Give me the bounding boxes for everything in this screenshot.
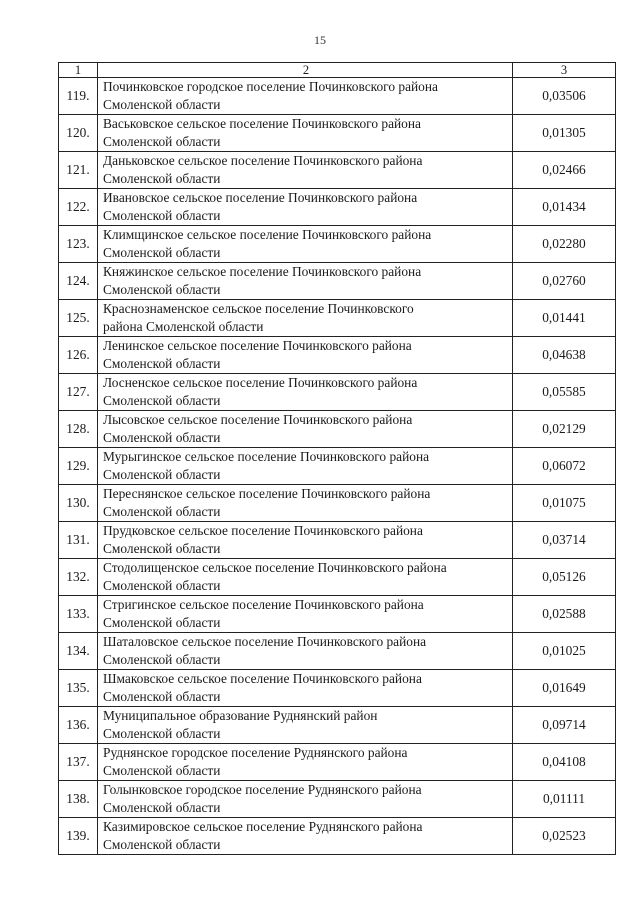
coefficient-value: 0,01649 [513, 670, 616, 707]
coefficient-value: 0,09714 [513, 707, 616, 744]
coefficient-value: 0,01075 [513, 485, 616, 522]
table-row [59, 522, 616, 559]
municipality-name-line-1: Васьковское сельское поселение Починковского района [103, 116, 421, 131]
municipality-name [98, 189, 513, 226]
row-number: 122. [59, 189, 98, 226]
table-row [59, 300, 616, 337]
municipality-name-line-1: Стодолищенское сельское поселение Починковского района [103, 560, 447, 575]
table-row [59, 596, 616, 633]
municipality-name-line-2: Смоленской области [103, 800, 221, 815]
municipality-name [98, 226, 513, 263]
coefficient-value: 0,02466 [513, 152, 616, 189]
municipality-name [98, 485, 513, 522]
municipality-name-line-2: Смоленской области [103, 245, 221, 260]
coefficient-value: 0,06072 [513, 448, 616, 485]
municipality-name-line-1: Княжинское сельское поселение Починковского района [103, 264, 422, 279]
municipality-name-line-2: Смоленской области [103, 393, 221, 408]
row-number: 123. [59, 226, 98, 263]
row-number: 139. [59, 818, 98, 855]
row-number: 133. [59, 596, 98, 633]
row-number: 138. [59, 781, 98, 818]
municipality-name-line-2: Смоленской области [103, 578, 221, 593]
municipality-name-line-1: Муниципальное образование Руднянский район [103, 708, 378, 723]
table-row [59, 374, 616, 411]
row-number: 132. [59, 559, 98, 596]
municipality-name-line-1: Мурыгинское сельское поселение Починковского района [103, 449, 430, 464]
row-number: 129. [59, 448, 98, 485]
coefficient-value: 0,04108 [513, 744, 616, 781]
table-row [59, 226, 616, 263]
municipality-name-line-2: Смоленской области [103, 689, 221, 704]
table-row [59, 337, 616, 374]
municipality-name [98, 374, 513, 411]
municipality-name-line-1: Шаталовское сельское поселение Починковского района [103, 634, 427, 649]
municipality-name-line-1: Казимировское сельское поселение Руднянского района [103, 819, 423, 834]
municipality-name-line-2: Смоленской области [103, 615, 221, 630]
municipality-name-line-1: Прудковское сельское поселение Починковского района [103, 523, 423, 538]
table-row [59, 707, 616, 744]
row-number: 136. [59, 707, 98, 744]
municipality-name-line-1: Руднянское городское поселение Руднянского района [103, 745, 408, 760]
allocation-table [58, 62, 616, 855]
municipality-name [98, 633, 513, 670]
table-row [59, 152, 616, 189]
municipality-name [98, 522, 513, 559]
municipality-name-line-1: Переснянское сельское поселение Починковского района [103, 486, 431, 501]
municipality-name-line-2: Смоленской области [103, 763, 221, 778]
municipality-name [98, 707, 513, 744]
coefficient-value: 0,02129 [513, 411, 616, 448]
coefficient-value: 0,02280 [513, 226, 616, 263]
row-number: 134. [59, 633, 98, 670]
municipality-name [98, 448, 513, 485]
municipality-name-line-1: Починковское городское поселение Починковского района [103, 79, 438, 94]
table-row [59, 115, 616, 152]
row-number: 130. [59, 485, 98, 522]
municipality-name [98, 337, 513, 374]
column-header-1: 1 [59, 63, 98, 78]
municipality-name-line-2: Смоленской области [103, 356, 221, 371]
municipality-name-line-2: Смоленской области [103, 652, 221, 667]
column-header-3: 3 [513, 63, 616, 78]
municipality-name-line-2: Смоленской области [103, 282, 221, 297]
coefficient-value: 0,01441 [513, 300, 616, 337]
coefficient-value: 0,05126 [513, 559, 616, 596]
municipality-name-line-2: Смоленской области [103, 726, 221, 741]
coefficient-value: 0,01305 [513, 115, 616, 152]
row-number: 127. [59, 374, 98, 411]
coefficient-value: 0,02760 [513, 263, 616, 300]
municipality-name-line-1: Краснознаменское сельское поселение Починковского [103, 301, 414, 316]
municipality-name-line-1: Голынковское городское поселение Руднянского района [103, 782, 422, 797]
table-row [59, 263, 616, 300]
row-number: 126. [59, 337, 98, 374]
municipality-name [98, 559, 513, 596]
municipality-name-line-2: Смоленской области [103, 504, 221, 519]
municipality-name [98, 115, 513, 152]
municipality-name-line-2: Смоленской области [103, 97, 221, 112]
table-row [59, 448, 616, 485]
municipality-name-line-2: Смоленской области [103, 134, 221, 149]
municipality-name-line-1: Даньковское сельское поселение Починковского района [103, 153, 423, 168]
coefficient-value: 0,03714 [513, 522, 616, 559]
coefficient-value: 0,01434 [513, 189, 616, 226]
row-number: 137. [59, 744, 98, 781]
municipality-name-line-1: Ивановское сельское поселение Починковского района [103, 190, 418, 205]
coefficient-value: 0,05585 [513, 374, 616, 411]
row-number: 128. [59, 411, 98, 448]
row-number: 131. [59, 522, 98, 559]
page-number: 15 [314, 33, 326, 47]
coefficient-value: 0,01025 [513, 633, 616, 670]
coefficient-value: 0,01111 [513, 781, 616, 818]
column-header-2: 2 [98, 63, 513, 78]
table-row [59, 189, 616, 226]
municipality-name-line-1: Шмаковское сельское поселение Починковского района [103, 671, 422, 686]
municipality-name [98, 670, 513, 707]
municipality-name-line-2: Смоленской области [103, 837, 221, 852]
table-row [59, 411, 616, 448]
municipality-name-line-2: Смоленской области [103, 171, 221, 186]
municipality-name-line-1: Лысовское сельское поселение Починковского района [103, 412, 413, 427]
municipality-name-line-1: Климщинское сельское поселение Починковского района [103, 227, 432, 242]
table-row [59, 670, 616, 707]
table-row [59, 559, 616, 596]
municipality-name [98, 744, 513, 781]
municipality-name-line-2: Смоленской области [103, 541, 221, 556]
table-row [59, 744, 616, 781]
table-row [59, 78, 616, 115]
municipality-name-line-1: Стригинское сельское поселение Починковского района [103, 597, 424, 612]
municipality-name [98, 300, 513, 337]
row-number: 135. [59, 670, 98, 707]
table-row [59, 781, 616, 818]
municipality-name [98, 818, 513, 855]
municipality-name-line-2: района Смоленской области [103, 319, 264, 334]
table-row [59, 633, 616, 670]
municipality-name [98, 781, 513, 818]
table-row [59, 485, 616, 522]
row-number: 120. [59, 115, 98, 152]
municipality-name-line-1: Ленинское сельское поселение Починковского района [103, 338, 412, 353]
municipality-name-line-2: Смоленской области [103, 208, 221, 223]
municipality-name [98, 411, 513, 448]
municipality-name [98, 152, 513, 189]
row-number: 125. [59, 300, 98, 337]
municipality-name [98, 78, 513, 115]
row-number: 121. [59, 152, 98, 189]
municipality-name [98, 263, 513, 300]
municipality-name-line-1: Лосненское сельское поселение Починковского района [103, 375, 418, 390]
coefficient-value: 0,03506 [513, 78, 616, 115]
row-number: 119. [59, 78, 98, 115]
coefficient-value: 0,02523 [513, 818, 616, 855]
municipality-name [98, 596, 513, 633]
coefficient-value: 0,02588 [513, 596, 616, 633]
municipality-name-line-2: Смоленской области [103, 430, 221, 445]
coefficient-value: 0,04638 [513, 337, 616, 374]
municipality-name-line-2: Смоленской области [103, 467, 221, 482]
row-number: 124. [59, 263, 98, 300]
table-header-row [59, 63, 616, 78]
table-row [59, 818, 616, 855]
